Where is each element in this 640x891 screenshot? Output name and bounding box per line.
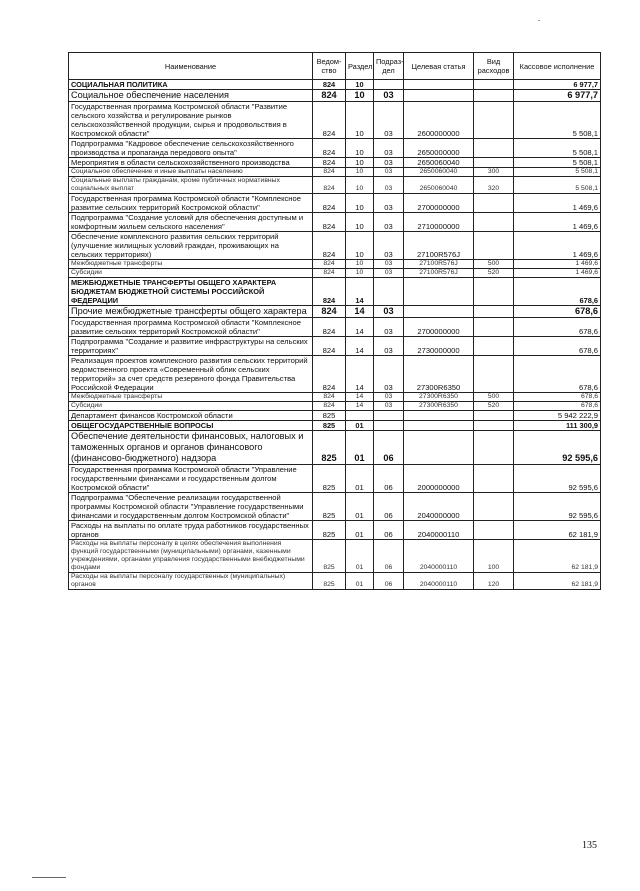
cell-name: Межбюджетные трансферты (69, 393, 313, 402)
cell-article (404, 411, 474, 421)
cell-article: 2040000110 (404, 521, 474, 540)
table-row (69, 269, 601, 278)
footer-mark (32, 877, 66, 878)
cell-amount: 5 508,1 (514, 168, 601, 177)
cell-name: Государственная программа Костромской области "Комплексное развитие сельских территорий Костромской области" (69, 194, 313, 213)
cell-dept: 824 (313, 194, 346, 213)
table-row (69, 278, 601, 306)
cell-name: Подпрограмма "Создание условий для обеспечения доступным и комфортным жильем сельского населения" (69, 213, 313, 232)
page-number: 135 (582, 840, 597, 851)
cell-vid (474, 431, 514, 465)
cell-razdel: 10 (346, 269, 374, 278)
cell-amount: 1 469,6 (514, 260, 601, 269)
cell-article: 2710000000 (404, 213, 474, 232)
cell-amount: 678,6 (514, 278, 601, 306)
cell-podrazdel: 03 (374, 158, 404, 168)
cell-razdel: 14 (346, 306, 374, 318)
cell-dept: 824 (313, 260, 346, 269)
cell-amount: 678,6 (514, 318, 601, 337)
cell-amount: 92 595,6 (514, 493, 601, 521)
table-row (69, 213, 601, 232)
cell-name: Субсидии (69, 402, 313, 411)
cell-article (404, 421, 474, 431)
cell-name: Расходы на выплаты персоналу в целях обеспечения выполнения функций государственными (муниципальными) органами, казенными учреждениями, органами управления государственными внебюджетными фондами (69, 540, 313, 573)
table-row (69, 80, 601, 90)
cell-dept: 824 (313, 102, 346, 139)
cell-amount: 5 508,1 (514, 177, 601, 194)
table-row (69, 306, 601, 318)
cell-podrazdel: 06 (374, 493, 404, 521)
cell-article: 2040000110 (404, 573, 474, 590)
cell-vid (474, 521, 514, 540)
cell-article (404, 306, 474, 318)
cell-dept: 824 (313, 337, 346, 356)
cell-article: 27100R576J (404, 232, 474, 260)
cell-dept: 824 (313, 80, 346, 90)
cell-vid: 120 (474, 573, 514, 590)
table-row (69, 411, 601, 421)
cell-amount: 92 595,6 (514, 465, 601, 493)
table-row (69, 232, 601, 260)
cell-dept: 825 (313, 573, 346, 590)
cell-podrazdel: 03 (374, 194, 404, 213)
cell-vid (474, 318, 514, 337)
cell-amount: 111 300,9 (514, 421, 601, 431)
cell-vid (474, 80, 514, 90)
cell-name: Расходы на выплаты по оплате труда работников государственных органов (69, 521, 313, 540)
cell-vid (474, 465, 514, 493)
cell-podrazdel: 03 (374, 337, 404, 356)
cell-razdel: 10 (346, 213, 374, 232)
cell-amount: 92 595,6 (514, 431, 601, 465)
cell-article: 27100R576J (404, 269, 474, 278)
cell-article: 27100R576J (404, 260, 474, 269)
cell-amount: 6 977,7 (514, 90, 601, 102)
cell-amount: 62 181,9 (514, 521, 601, 540)
cell-amount: 5 508,1 (514, 102, 601, 139)
cell-name: Обеспечение деятельности финансовых, налоговых и таможенных органов и органов финансового (финансово-бюджетного) надзора (69, 431, 313, 465)
cell-podrazdel: 03 (374, 213, 404, 232)
table-row (69, 465, 601, 493)
cell-article: 2700000000 (404, 194, 474, 213)
cell-podrazdel: 03 (374, 269, 404, 278)
cell-dept: 824 (313, 318, 346, 337)
cell-dept: 824 (313, 168, 346, 177)
table-row (69, 356, 601, 393)
cell-name: СОЦИАЛЬНАЯ ПОЛИТИКА (69, 80, 313, 90)
cell-vid (474, 493, 514, 521)
cell-article: 2650060040 (404, 177, 474, 194)
cell-amount: 6 977,7 (514, 80, 601, 90)
cell-razdel: 10 (346, 102, 374, 139)
cell-dept: 825 (313, 521, 346, 540)
table-body (69, 80, 601, 590)
cell-name: Подпрограмма "Кадровое обеспечение сельскохозяйственного производства и пропаганда передового опыта" (69, 139, 313, 158)
cell-dept: 824 (313, 232, 346, 260)
cell-dept: 824 (313, 393, 346, 402)
cell-podrazdel: 03 (374, 139, 404, 158)
cell-article: 27300R6350 (404, 402, 474, 411)
header-name: Наименование (69, 53, 313, 80)
cell-vid (474, 139, 514, 158)
cell-amount: 62 181,9 (514, 573, 601, 590)
cell-article: 27300R6350 (404, 356, 474, 393)
cell-vid (474, 102, 514, 139)
cell-podrazdel: 03 (374, 90, 404, 102)
cell-article: 2040000000 (404, 493, 474, 521)
cell-amount: 678,6 (514, 337, 601, 356)
cell-name: Государственная программа Костромской области "Управление государственными финансами и государственным долгом Костромской области" (69, 465, 313, 493)
cell-dept: 825 (313, 421, 346, 431)
cell-article: 2650060040 (404, 158, 474, 168)
cell-podrazdel: 03 (374, 168, 404, 177)
cell-razdel: 01 (346, 465, 374, 493)
cell-name: Реализация проектов комплексного развития сельских территорий ведомственного проекта «Современный облик сельских территорий» за счет средств резервного фонда Правительства Российской Федерации (69, 356, 313, 393)
cell-vid (474, 306, 514, 318)
cell-name: Государственная программа Костромской области "Комплексное развитие сельских территорий Костромской области" (69, 318, 313, 337)
cell-vid (474, 421, 514, 431)
cell-dept: 824 (313, 90, 346, 102)
cell-razdel: 01 (346, 540, 374, 573)
cell-razdel: 10 (346, 90, 374, 102)
cell-name: Социальные выплаты гражданам, кроме публичных нормативных социальных выплат (69, 177, 313, 194)
cell-vid (474, 337, 514, 356)
cell-amount: 678,6 (514, 393, 601, 402)
cell-article (404, 80, 474, 90)
header-amount: Кассовое исполнение (514, 53, 601, 80)
cell-razdel: 01 (346, 431, 374, 465)
table-row (69, 521, 601, 540)
table-row (69, 393, 601, 402)
table-row (69, 402, 601, 411)
cell-name: ОБЩЕГОСУДАРСТВЕННЫЕ ВОПРОСЫ (69, 421, 313, 431)
cell-vid: 520 (474, 402, 514, 411)
cell-dept: 824 (313, 356, 346, 393)
cell-razdel: 10 (346, 158, 374, 168)
header-article: Целевая статья (404, 53, 474, 80)
cell-amount: 1 469,6 (514, 213, 601, 232)
table-row (69, 540, 601, 573)
cell-podrazdel (374, 411, 404, 421)
cell-article (404, 431, 474, 465)
table-row (69, 260, 601, 269)
cell-name: Мероприятия в области сельскохозяйственного производства (69, 158, 313, 168)
cell-razdel: 01 (346, 521, 374, 540)
cell-dept: 824 (313, 213, 346, 232)
cell-razdel: 10 (346, 260, 374, 269)
cell-podrazdel: 06 (374, 521, 404, 540)
cell-vid (474, 213, 514, 232)
cell-dept: 825 (313, 493, 346, 521)
cell-dept: 824 (313, 269, 346, 278)
cell-dept: 825 (313, 411, 346, 421)
cell-dept: 824 (313, 158, 346, 168)
cell-article: 2000000000 (404, 465, 474, 493)
cell-name: Обеспечение комплексного развития сельских территорий (улучшение жилищных условий граждан, проживающих на сельских территориях) (69, 232, 313, 260)
cell-vid (474, 278, 514, 306)
cell-razdel (346, 411, 374, 421)
cell-razdel: 14 (346, 393, 374, 402)
cell-razdel: 10 (346, 80, 374, 90)
cell-article: 2600000000 (404, 102, 474, 139)
table-row (69, 168, 601, 177)
cell-podrazdel (374, 278, 404, 306)
cell-razdel: 10 (346, 168, 374, 177)
scan-mark (538, 20, 540, 21)
header-podrazdel: Подраз-дел (374, 53, 404, 80)
cell-name: Социальное обеспечение населения (69, 90, 313, 102)
cell-podrazdel: 03 (374, 393, 404, 402)
budget-execution-table (68, 52, 601, 590)
cell-podrazdel: 06 (374, 573, 404, 590)
cell-razdel: 10 (346, 177, 374, 194)
cell-razdel: 10 (346, 194, 374, 213)
cell-podrazdel: 03 (374, 402, 404, 411)
table-row (69, 337, 601, 356)
cell-razdel: 14 (346, 356, 374, 393)
cell-razdel: 01 (346, 421, 374, 431)
cell-article (404, 278, 474, 306)
cell-vid (474, 158, 514, 168)
cell-razdel: 14 (346, 318, 374, 337)
cell-article: 2730000000 (404, 337, 474, 356)
header-razdel: Раздел (346, 53, 374, 80)
header-dept: Ведом-ство (313, 53, 346, 80)
cell-article: 27300R6350 (404, 393, 474, 402)
cell-dept: 825 (313, 431, 346, 465)
cell-podrazdel: 03 (374, 356, 404, 393)
table-row (69, 139, 601, 158)
cell-name: Межбюджетные трансферты (69, 260, 313, 269)
cell-name: Социальное обеспечение и иные выплаты населению (69, 168, 313, 177)
cell-amount: 62 181,9 (514, 540, 601, 573)
header-vid: Вид расходов (474, 53, 514, 80)
cell-vid (474, 411, 514, 421)
cell-name: Расходы на выплаты персоналу государственных (муниципальных) органов (69, 573, 313, 590)
cell-podrazdel: 06 (374, 465, 404, 493)
cell-name: Департамент финансов Костромской области (69, 411, 313, 421)
cell-vid: 500 (474, 393, 514, 402)
cell-article: 2650000000 (404, 139, 474, 158)
cell-razdel: 01 (346, 493, 374, 521)
cell-podrazdel: 03 (374, 102, 404, 139)
cell-razdel: 14 (346, 402, 374, 411)
cell-name: Субсидии (69, 269, 313, 278)
cell-dept: 824 (313, 278, 346, 306)
cell-dept: 824 (313, 402, 346, 411)
cell-name: Государственная программа Костромской области "Развитие сельского хозяйства и регулирование рынков сельскохозяйственной продукции, сырья и продовольствия в Костромской области" (69, 102, 313, 139)
cell-dept: 825 (313, 540, 346, 573)
cell-dept: 824 (313, 139, 346, 158)
cell-dept: 824 (313, 177, 346, 194)
cell-amount: 1 469,6 (514, 232, 601, 260)
cell-amount: 678,6 (514, 306, 601, 318)
cell-amount: 678,6 (514, 356, 601, 393)
table-row (69, 158, 601, 168)
budget-table-container (68, 52, 600, 590)
cell-amount: 678,6 (514, 402, 601, 411)
table-header-row (69, 53, 601, 80)
cell-article (404, 90, 474, 102)
table-row (69, 177, 601, 194)
cell-amount: 5 942 222,9 (514, 411, 601, 421)
cell-vid: 100 (474, 540, 514, 573)
table-row (69, 421, 601, 431)
cell-vid (474, 356, 514, 393)
cell-podrazdel: 03 (374, 306, 404, 318)
cell-razdel: 14 (346, 278, 374, 306)
cell-name: МЕЖБЮДЖЕТНЫЕ ТРАНСФЕРТЫ ОБЩЕГО ХАРАКТЕРА БЮДЖЕТАМ БЮДЖЕТНОЙ СИСТЕМЫ РОССИЙСКОЙ ФЕДЕРАЦИИ (69, 278, 313, 306)
cell-name: Прочие межбюджетные трансферты общего характера (69, 306, 313, 318)
cell-amount: 1 469,6 (514, 194, 601, 213)
cell-vid (474, 232, 514, 260)
table-row (69, 194, 601, 213)
cell-razdel: 14 (346, 337, 374, 356)
cell-razdel: 01 (346, 573, 374, 590)
cell-amount: 1 469,6 (514, 269, 601, 278)
table-row (69, 573, 601, 590)
cell-vid (474, 90, 514, 102)
cell-name: Подпрограмма "Создание и развитие инфраструктуры на сельских территориях" (69, 337, 313, 356)
table-row (69, 431, 601, 465)
cell-article: 2700000000 (404, 318, 474, 337)
cell-amount: 5 508,1 (514, 139, 601, 158)
cell-podrazdel (374, 421, 404, 431)
table-row (69, 90, 601, 102)
cell-dept: 824 (313, 306, 346, 318)
cell-podrazdel (374, 80, 404, 90)
cell-vid: 520 (474, 269, 514, 278)
cell-podrazdel: 03 (374, 318, 404, 337)
cell-podrazdel: 03 (374, 177, 404, 194)
cell-vid: 300 (474, 168, 514, 177)
cell-vid: 500 (474, 260, 514, 269)
cell-podrazdel: 06 (374, 431, 404, 465)
cell-razdel: 10 (346, 232, 374, 260)
cell-razdel: 10 (346, 139, 374, 158)
table-row (69, 493, 601, 521)
cell-vid (474, 194, 514, 213)
cell-article: 2650060040 (404, 168, 474, 177)
cell-vid: 320 (474, 177, 514, 194)
cell-name: Подпрограмма "Обеспечение реализации государственной программы Костромской области "Управление государственными финансами и государственным долгом Костромской области" (69, 493, 313, 521)
table-row (69, 102, 601, 139)
cell-article: 2040000110 (404, 540, 474, 573)
cell-podrazdel: 03 (374, 232, 404, 260)
cell-dept: 825 (313, 465, 346, 493)
cell-amount: 5 508,1 (514, 158, 601, 168)
cell-podrazdel: 03 (374, 260, 404, 269)
table-row (69, 318, 601, 337)
cell-podrazdel: 06 (374, 540, 404, 573)
